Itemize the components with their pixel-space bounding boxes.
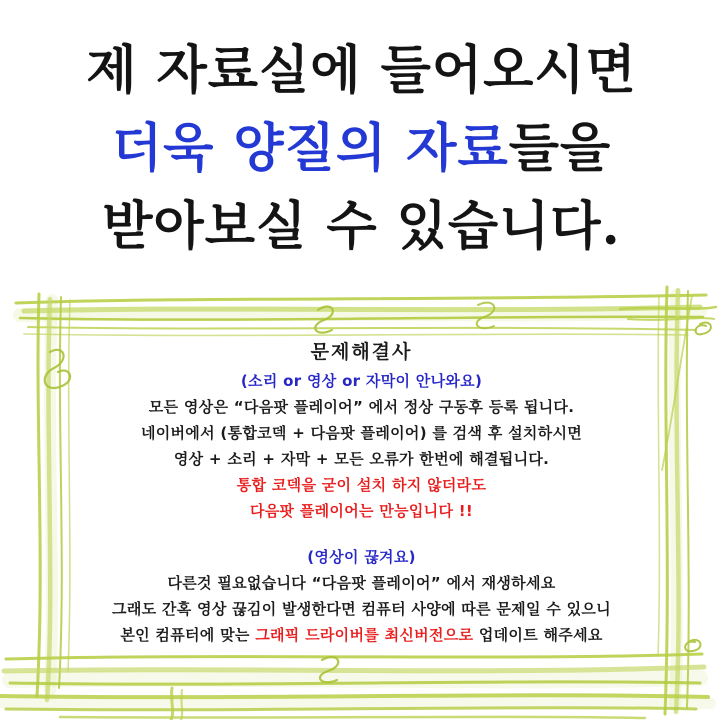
section1-subtitle: (소리 or 영상 or 자막이 안나와요) [240, 372, 483, 390]
section2-line-3 [0, 622, 723, 648]
section2-line-3-red: 그래픽 드라이버를 최신버전으로 [255, 626, 474, 644]
section1-line-1: 모든 영상은 “다음팟 플레이어” 에서 정상 구동후 등록 됩니다. [148, 398, 575, 416]
section2-line-1: 다른것 필요없습니다 “다음팟 플레이어” 에서 재생하세요 [167, 574, 556, 592]
section2-subtitle: (영상이 끊겨요) [307, 548, 416, 566]
section1-red-line-2: 다음팟 플레이어는 만능입니다 !! [249, 502, 474, 520]
section2-line-3-post: 업데이트 해주세요 [473, 626, 603, 644]
section1-line-3: 영상 + 소리 + 자막 + 모든 오류가 한번에 해결됩니다. [173, 450, 550, 468]
section1-line-2: 네이버에서 (통합코덱 + 다음팟 플레이어) 를 검색 후 설치하시면 [140, 424, 583, 442]
info-box [0, 340, 723, 648]
headline-line-2 [0, 110, 723, 188]
section2-line-2: 그래도 간혹 영상 끊김이 발생한다면 컴퓨터 사양에 따른 문제일 수 있으니 [112, 600, 611, 618]
headline-line-3: 받아보실 수 있습니다. [102, 196, 621, 257]
headline [0, 32, 723, 266]
headline-line-1: 제 자료실에 들어오시면 [86, 40, 637, 101]
headline-line-2-black: 들을 [508, 118, 612, 179]
box-title: 문제해결사 [310, 341, 413, 363]
section2-line-3-pre: 본인 컴퓨터에 맞는 [120, 626, 256, 644]
section1-red-line-1: 통합 코덱을 굳이 설치 하지 않더라도 [236, 476, 487, 494]
headline-line-2-blue: 더욱 양질의 자료 [111, 118, 509, 179]
